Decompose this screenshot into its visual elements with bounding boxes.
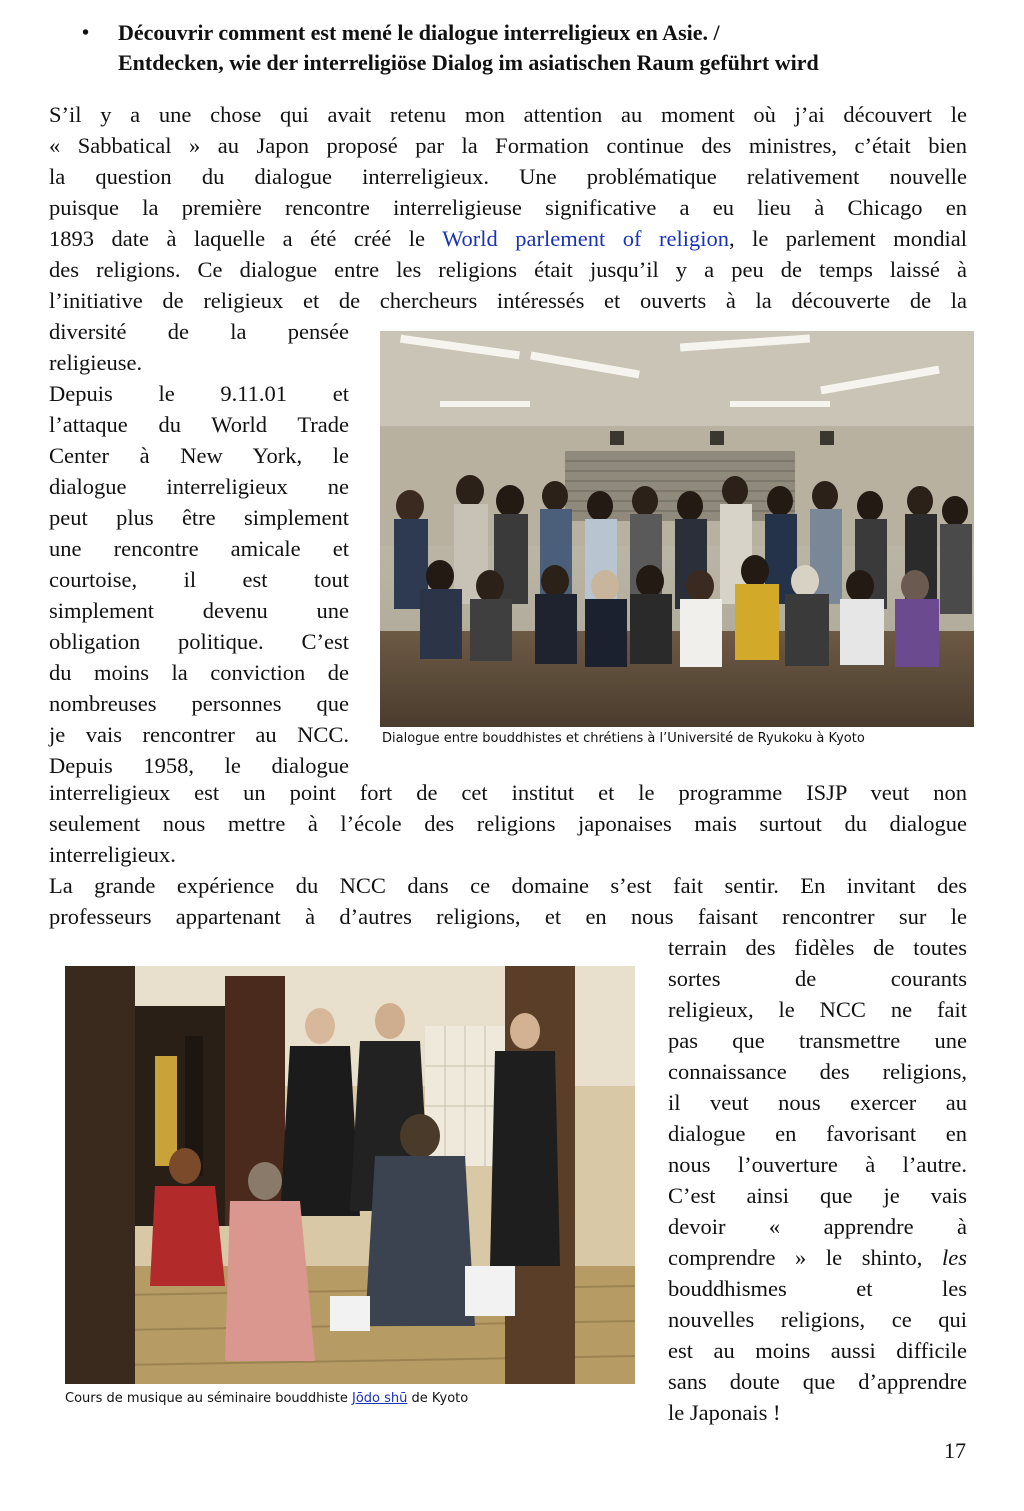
left-column-text [49,316,349,781]
text-line: puisque la première rencontre interreligieuse significative a eu lieu à Chicago en [49,195,967,220]
middle-paragraph [49,777,967,932]
text-line: devoir « apprendre à [668,1214,967,1239]
text-line: je vais rencontrer au NCC. [49,722,349,747]
heading-line-1: Découvrir comment est mené le dialogue interreligieux en Asie. / [118,20,720,45]
text-fragment: 1893 date à laquelle a été créé le [49,226,443,251]
text-fragment: comprendre » le shinto, [668,1245,942,1270]
text-line: Center à New York, le [49,443,349,468]
text-line: professeurs appartenant à d’autres religions, et en nous faisant rencontrer sur le [49,904,967,929]
world-parliament-link[interactable]: World parlement of religion [442,226,729,251]
text-line: La grande expérience du NCC dans ce domaine s’est fait sentir. En invitant des [49,873,967,898]
heading-line-2: Entdecken, wie der interreligiöse Dialog im asiatischen Raum geführt wird [118,50,819,75]
music-lesson-photo-image [65,966,635,1384]
text-line: l’attaque du World Trade [49,412,349,437]
text-line: le Japonais ! [668,1400,781,1425]
text-line: nouvelles religions, ce qui [668,1307,967,1332]
italic-word: les [942,1245,967,1270]
intro-paragraph [49,99,967,316]
text-line: C’est ainsi que je vais [668,1183,967,1208]
text-line: interreligieux. [49,842,176,867]
text-line: Depuis le 9.11.01 et [49,381,349,406]
text-line-with-italic [668,1242,967,1273]
text-line: diversité de la pensée [49,319,349,344]
text-line: bouddhismes et les [668,1276,967,1301]
group-photo-caption: Dialogue entre bouddhistes et chrétiens à l’Université de Ryukoku à Kyoto [382,731,865,746]
text-line: l’initiative de religieux et de chercheurs intéressés et ouverts à la découverte de la [49,288,967,313]
caption-text: de Kyoto [407,1391,469,1406]
music-photo-caption [65,1391,468,1406]
text-line: sans doute que d’apprendre [668,1369,967,1394]
text-line: Depuis 1958, le dialogue [49,753,349,778]
text-line: « Sabbatical » au Japon proposé par la Formation continue des ministres, c’était bien [49,133,967,158]
text-line-with-link [49,223,967,254]
text-line: nous l’ouverture à l’autre. [668,1152,967,1177]
group-photo-image [380,331,974,727]
text-line: dialogue en favorisant en [668,1121,967,1146]
text-line: la question du dialogue interreligieux. Une problématique relativement nouvelle [49,164,967,189]
text-line: du moins la conviction de [49,660,349,685]
jodo-shu-link[interactable]: Jōdo shū [352,1391,408,1406]
bullet-icon: • [82,22,90,44]
group-photo [380,331,974,727]
text-line: religieuse. [49,350,143,375]
text-line: des religions. Ce dialogue entre les religions était jusqu’il y a peu de temps laissé à [49,257,967,282]
text-line: dialogue interreligieux ne [49,474,349,499]
text-line: connaissance des religions, [668,1059,967,1084]
text-line: est au moins aussi difficile [668,1338,967,1363]
text-line: religieux, le NCC ne fait [668,997,967,1022]
text-line: seulement nous mettre à l’école des religions japonaises mais surtout du dialogue [49,811,967,836]
page-number: 17 [944,1438,966,1463]
caption-text: Cours de musique au séminaire bouddhiste [65,1391,353,1406]
music-lesson-photo [65,966,635,1384]
text-line: obligation politique. C’est [49,629,349,654]
text-line: sortes de courants [668,966,967,991]
text-fragment: , le parlement mondial [728,226,967,251]
text-line: pas que transmettre une [668,1028,967,1053]
text-line: terrain des fidèles de toutes [668,935,967,960]
text-line: S’il y a une chose qui avait retenu mon attention au moment où j’ai découvert le [49,102,967,127]
text-line: une rencontre amicale et [49,536,349,561]
text-line: peut plus être simplement [49,505,349,530]
text-line: nombreuses personnes que [49,691,349,716]
text-line: interreligieux est un point fort de cet institut et le programme ISJP veut non [49,780,967,805]
right-column-text [668,932,967,1428]
text-line: simplement devenu une [49,598,349,623]
text-line: courtoise, il est tout [49,567,349,592]
text-line: il veut nous exercer au [668,1090,967,1115]
